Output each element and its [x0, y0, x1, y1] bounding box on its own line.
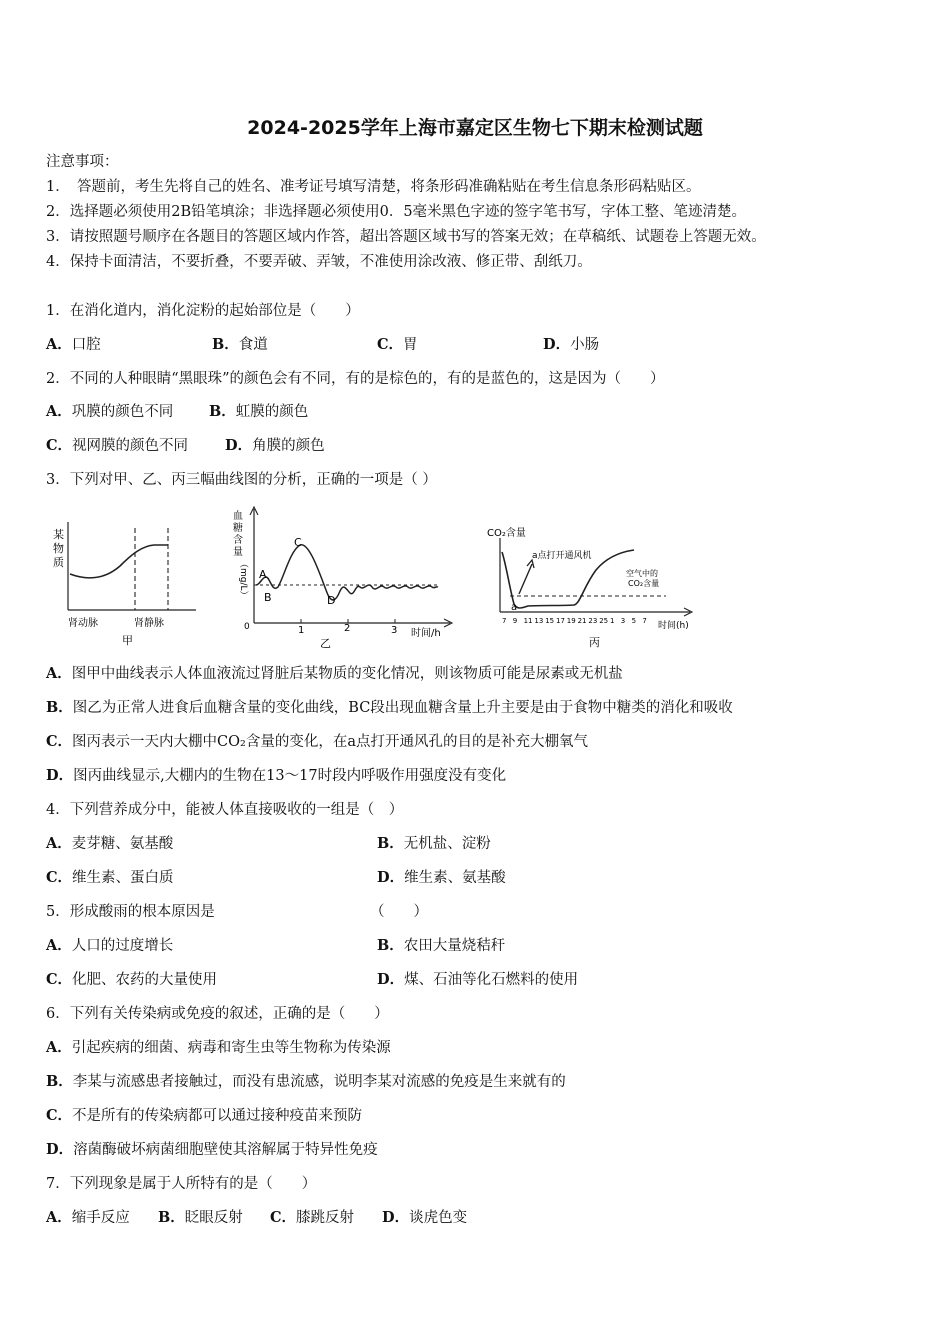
- jia-x-label: 肾动脉: [68, 618, 98, 629]
- yi-tick-label: 1: [298, 625, 305, 636]
- q5-option-d[interactable]: D．煤、石油等化石燃料的使用: [377, 971, 579, 988]
- q3-option-a[interactable]: A．图甲中曲线表示人体血液流过肾脏后某物质的变化情况，则该物质可能是尿素或无机盐: [46, 665, 623, 682]
- bing-air-label: CO₂含量: [628, 579, 660, 588]
- q6-option-b[interactable]: B．李某与流感患者接触过，而没有患流感，说明李某对流感的免疫是生来就有的: [46, 1073, 566, 1090]
- yi-ylabel: 糖: [233, 523, 243, 534]
- notice-heading: 注意事项：: [46, 154, 119, 170]
- figure-jia: [46, 510, 201, 650]
- bing-point-a: a: [511, 602, 518, 613]
- q6-option-c[interactable]: C．不是所有的传染病都可以通过接种疫苗来预防: [46, 1107, 363, 1124]
- question-2-stem: 2．不同的人种眼睛“黑眼珠”的颜色会有不同，有的是棕色的，有的是蓝色的，这是因为（ ）: [46, 371, 665, 387]
- q5-option-b[interactable]: B．农田大量烧秸秆: [377, 937, 506, 954]
- bing-tick-label: 17: [556, 617, 565, 625]
- question-6-stem: 6．下列有关传染病或免疫的叙述，正确的是（ ）: [46, 1006, 389, 1022]
- bing-tick-label: 11: [523, 617, 533, 625]
- bing-tick-label: 7: [642, 617, 647, 625]
- question-5-stem: 5．形成酸雨的根本原因是: [46, 904, 215, 920]
- q2-option-a[interactable]: A．巩膜的颜色不同: [46, 403, 174, 420]
- q2-option-c[interactable]: C．视网膜的颜色不同: [46, 437, 189, 454]
- q7-option-a[interactable]: A．缩手反应: [46, 1209, 130, 1226]
- yi-tick-label: 2: [344, 623, 351, 634]
- q7-option-c[interactable]: C．膝跳反射: [270, 1209, 355, 1226]
- yi-caption: 乙: [320, 637, 331, 650]
- figure-yi: [228, 503, 460, 653]
- yi-tick-label: 3: [391, 625, 398, 636]
- q7-option-d[interactable]: D．谈虎色变: [382, 1209, 468, 1226]
- question-1-stem: 1．在消化道内，消化淀粉的起始部位是（ ）: [46, 303, 360, 319]
- q4-option-d[interactable]: D．维生素、氨基酸: [377, 869, 506, 886]
- bing-tick-label: 7: [502, 617, 507, 625]
- yi-point-label: C: [294, 536, 302, 549]
- yi-ylabel: 量: [233, 547, 243, 558]
- bing-tick-label: 13: [534, 617, 544, 625]
- notice-item: 4．保持卡面清洁，不要折叠，不要弄破、弄皱，不准使用涂改液、修正带、刮纸刀。: [46, 254, 592, 270]
- bing-tick-label: 23: [588, 617, 598, 625]
- q3-option-c[interactable]: C．图丙表示一天内大棚中CO₂含量的变化，在a点打开通风孔的目的是补充大棚氧气: [46, 733, 588, 750]
- q3-option-d[interactable]: D．图丙曲线显示,大棚内的生物在13～17时段内呼吸作用强度没有变化: [46, 767, 507, 784]
- q5-option-c[interactable]: C．化肥、农药的大量使用: [46, 971, 218, 988]
- bing-tick-label: 15: [545, 617, 555, 625]
- notice-item: 3．请按照题号顺序在各题目的答题区域内作答，超出答题区域书写的答案无效；在草稿纸、试题卷上答题无效。: [46, 229, 766, 245]
- jia-ylabel: 物: [53, 542, 64, 555]
- q1-option-c[interactable]: C．胃: [377, 336, 418, 353]
- question-7-stem: 7．下列现象是属于人所特有的是（ ）: [46, 1176, 317, 1192]
- bing-ylabel: CO₂含量: [487, 528, 526, 539]
- q1-option-a[interactable]: A．口腔: [46, 336, 101, 353]
- page-title: 2024-2025学年上海市嘉定区生物七下期末检测试题: [247, 117, 703, 139]
- bing-tick-label: 5: [631, 617, 637, 625]
- notice-item: 2．选择题必须使用2B铅笔填涂；非选择题必须使用0．5毫米黑色字迹的签字笔书写，字体工整、笔迹清楚。: [46, 204, 747, 220]
- jia-ylabel: 某: [53, 528, 64, 541]
- question-3-stem: 3．下列对甲、乙、丙三幅曲线图的分析，正确的一项是（ ）: [46, 472, 437, 488]
- yi-curve: [256, 545, 438, 600]
- bing-caption: 丙: [589, 636, 600, 649]
- q2-option-b[interactable]: B．虹膜的颜色: [209, 403, 309, 420]
- yi-yunit: （mg/L）: [238, 559, 248, 600]
- yi-xlabel: 时间/h: [411, 628, 441, 639]
- bing-tick-label: 19: [566, 617, 576, 625]
- q5-option-a[interactable]: A．人口的过度增长: [46, 937, 174, 954]
- q2-option-d[interactable]: D．角膜的颜色: [225, 437, 325, 454]
- jia-curve: [70, 545, 168, 578]
- notice-item: 1． 答题前，考生先将自己的姓名、准考证号填写清楚，将条形码准确粘贴在考生信息条形码粘贴区。: [46, 179, 701, 195]
- yi-point-label: B: [264, 591, 272, 604]
- bing-xlabel: 时间(h): [658, 621, 689, 631]
- bing-tick-label: 25: [599, 617, 609, 625]
- q4-option-b[interactable]: B．无机盐、淀粉: [377, 835, 491, 852]
- bing-tick-label: 9: [512, 617, 518, 625]
- q4-option-c[interactable]: C．维生素、蛋白质: [46, 869, 174, 886]
- bing-tick-label: 1: [610, 617, 615, 625]
- question-5-paren: （ ）: [370, 904, 428, 920]
- q6-option-d[interactable]: D．溶菌酶破坏病菌细胞壁使其溶解属于特异性免疫: [46, 1141, 378, 1158]
- jia-ylabel: 质: [53, 556, 64, 569]
- q7-option-b[interactable]: B．眨眼反射: [158, 1209, 243, 1226]
- yi-tick-label: 0: [244, 622, 250, 632]
- yi-point-label: D: [327, 594, 336, 607]
- q1-option-d[interactable]: D．小肠: [543, 336, 600, 353]
- bing-tick-label: 21: [577, 617, 587, 625]
- bing-annotation: a点打开通风机: [532, 551, 592, 561]
- q3-option-b[interactable]: B．图乙为正常人进食后血糖含量的变化曲线，BC段出现血糖含量上升主要是由于食物中糖类的消化和吸收: [46, 699, 733, 716]
- yi-point-label: A: [259, 568, 267, 581]
- jia-x-label: 肾静脉: [134, 618, 164, 629]
- bing-tick-label: 3: [620, 617, 626, 625]
- bing-air-label: 空气中的: [626, 569, 658, 578]
- q1-option-b[interactable]: B．食道: [212, 336, 268, 353]
- jia-caption: 甲: [122, 634, 133, 647]
- yi-ylabel: 血: [233, 511, 243, 522]
- figure-bing: [484, 524, 696, 652]
- question-4-stem: 4．下列营养成分中，能被人体直接吸收的一组是（ ）: [46, 802, 404, 818]
- yi-ylabel: 含: [233, 535, 243, 546]
- q6-option-a[interactable]: A．引起疾病的细菌、病毒和寄生虫等生物称为传染源: [46, 1039, 391, 1056]
- q4-option-a[interactable]: A．麦芽糖、氨基酸: [46, 835, 174, 852]
